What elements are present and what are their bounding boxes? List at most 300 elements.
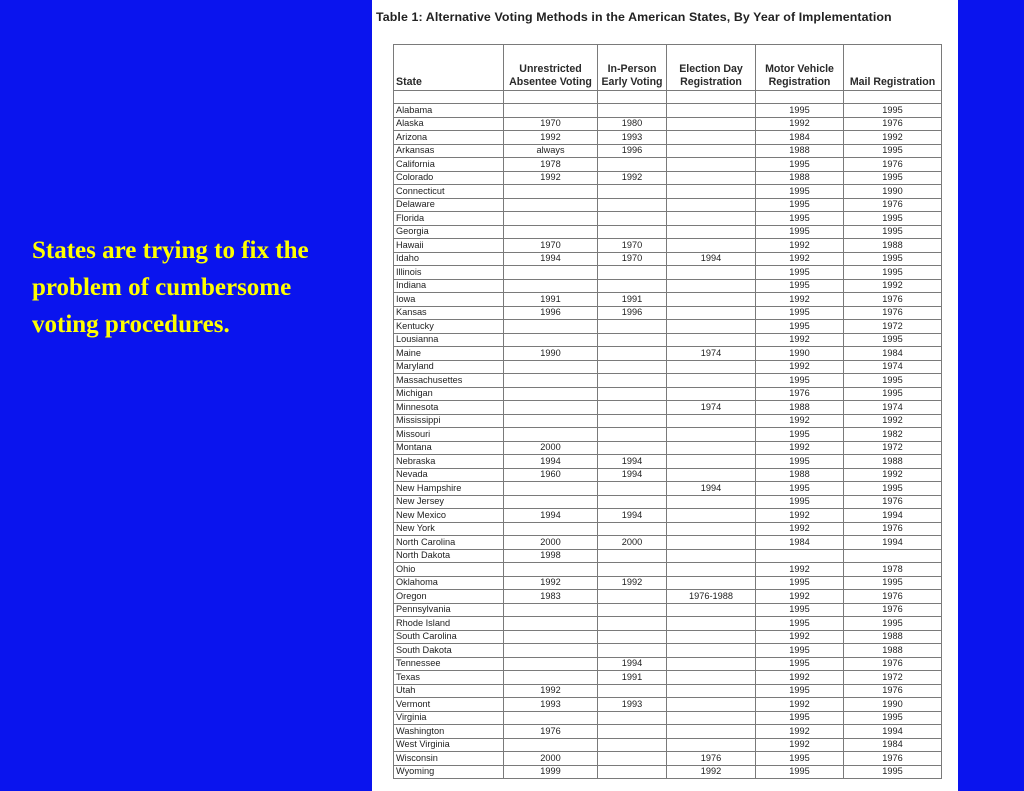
table-row [394,617,942,631]
voting-methods-table [393,44,942,779]
slide-caption: States are trying to fix the problem of cumbersome voting procedures. [32,237,309,338]
state-cell: Nebraska [394,455,504,469]
header-state: State [394,45,504,91]
state-cell: Maine [394,347,504,361]
motor-vehicle-cell: 1995 [756,684,844,698]
motor-vehicle-cell: 1992 [756,563,844,577]
early-voting-cell [598,212,667,226]
table-row [394,455,942,469]
election-day-cell [667,387,756,401]
mail-cell: 1990 [844,698,942,712]
state-cell: Montana [394,441,504,455]
state-cell: California [394,158,504,172]
motor-vehicle-cell: 1992 [756,441,844,455]
table-row [394,482,942,496]
absentee-cell: 2000 [504,536,598,550]
table-row [394,428,942,442]
election-day-cell [667,428,756,442]
state-cell: Connecticut [394,185,504,199]
motor-vehicle-cell: 1992 [756,509,844,523]
early-voting-cell [598,684,667,698]
table-row [394,252,942,266]
absentee-cell [504,387,598,401]
mail-cell: 1995 [844,333,942,347]
early-voting-cell [598,711,667,725]
election-day-cell [667,279,756,293]
election-day-cell [667,711,756,725]
early-voting-cell: 1992 [598,171,667,185]
motor-vehicle-cell: 1990 [756,347,844,361]
mail-cell: 1995 [844,225,942,239]
table-row [394,509,942,523]
early-voting-cell [598,752,667,766]
state-cell: Missouri [394,428,504,442]
state-cell: Georgia [394,225,504,239]
mail-cell: 1974 [844,360,942,374]
state-cell: Hawaii [394,239,504,253]
table-row [394,590,942,604]
absentee-cell [504,495,598,509]
early-voting-cell: 2000 [598,536,667,550]
election-day-cell [667,657,756,671]
state-cell: Oklahoma [394,576,504,590]
motor-vehicle-cell: 1992 [756,252,844,266]
table-row [394,468,942,482]
table-row [394,225,942,239]
state-cell: Alabama [394,104,504,118]
absentee-cell [504,711,598,725]
header-in-person-early-voting: In-Person Early Voting [598,45,667,91]
election-day-cell [667,158,756,172]
state-cell: Rhode Island [394,617,504,631]
table-row [394,198,942,212]
table-row [394,144,942,158]
absentee-cell [504,212,598,226]
mail-cell: 1995 [844,144,942,158]
absentee-cell: 1990 [504,347,598,361]
early-voting-cell [598,441,667,455]
motor-vehicle-cell: 1995 [756,266,844,280]
early-voting-cell [598,225,667,239]
state-cell: Maryland [394,360,504,374]
motor-vehicle-cell: 1995 [756,644,844,658]
header-motor-vehicle-registration: Motor Vehicle Registration [756,45,844,91]
election-day-cell [667,306,756,320]
absentee-cell [504,630,598,644]
early-voting-cell: 1996 [598,144,667,158]
state-cell: South Carolina [394,630,504,644]
absentee-cell [504,266,598,280]
mail-cell: 1976 [844,158,942,172]
state-cell: Wisconsin [394,752,504,766]
mail-cell: 1984 [844,347,942,361]
election-day-cell [667,563,756,577]
absentee-cell [504,374,598,388]
absentee-cell: always [504,144,598,158]
election-day-cell [667,185,756,199]
table-row [394,644,942,658]
state-cell: New York [394,522,504,536]
election-day-cell [667,509,756,523]
motor-vehicle-cell: 1992 [756,239,844,253]
election-day-cell [667,198,756,212]
state-cell: Arkansas [394,144,504,158]
motor-vehicle-cell: 1995 [756,225,844,239]
election-day-cell [667,684,756,698]
absentee-cell [504,401,598,415]
mail-cell: 1972 [844,671,942,685]
election-day-cell: 1974 [667,401,756,415]
motor-vehicle-cell: 1995 [756,306,844,320]
state-cell: Wyoming [394,765,504,779]
mail-cell: 1976 [844,657,942,671]
early-voting-cell: 1996 [598,306,667,320]
motor-vehicle-cell: 1995 [756,765,844,779]
table-row [394,171,942,185]
absentee-cell [504,428,598,442]
motor-vehicle-cell: 1995 [756,279,844,293]
state-cell: New Hampshire [394,482,504,496]
early-voting-cell [598,387,667,401]
early-voting-cell [598,414,667,428]
absentee-cell: 1999 [504,765,598,779]
absentee-cell [504,414,598,428]
absentee-cell: 1992 [504,576,598,590]
mail-cell: 1995 [844,482,942,496]
mail-cell: 1988 [844,644,942,658]
election-day-cell [667,117,756,131]
mail-cell: 1995 [844,171,942,185]
early-voting-cell: 1994 [598,509,667,523]
state-cell: Indiana [394,279,504,293]
early-voting-cell [598,428,667,442]
absentee-cell [504,333,598,347]
mail-cell: 1995 [844,765,942,779]
election-day-cell: 1994 [667,252,756,266]
absentee-cell [504,198,598,212]
table-row [394,374,942,388]
motor-vehicle-cell: 1992 [756,698,844,712]
state-cell: Pennsylvania [394,603,504,617]
motor-vehicle-cell: 1988 [756,171,844,185]
mail-cell: 1988 [844,455,942,469]
motor-vehicle-cell: 1992 [756,414,844,428]
mail-cell: 1972 [844,320,942,334]
table-row [394,698,942,712]
mail-cell: 1992 [844,414,942,428]
state-cell: West Virginia [394,738,504,752]
table-row [394,536,942,550]
early-voting-cell [598,603,667,617]
state-cell: Iowa [394,293,504,307]
election-day-cell: 1992 [667,765,756,779]
mail-cell: 1984 [844,738,942,752]
state-cell: New Jersey [394,495,504,509]
mail-cell: 1995 [844,212,942,226]
absentee-cell: 1970 [504,117,598,131]
mail-cell: 1992 [844,468,942,482]
motor-vehicle-cell: 1992 [756,333,844,347]
absentee-cell: 1994 [504,252,598,266]
absentee-cell: 1983 [504,590,598,604]
absentee-cell: 1992 [504,171,598,185]
table-row [394,441,942,455]
motor-vehicle-cell: 1995 [756,158,844,172]
early-voting-cell [598,765,667,779]
motor-vehicle-cell: 1992 [756,522,844,536]
early-voting-cell: 1992 [598,576,667,590]
state-cell: Michigan [394,387,504,401]
absentee-cell [504,671,598,685]
absentee-cell [504,617,598,631]
motor-vehicle-cell: 1988 [756,468,844,482]
table-row [394,495,942,509]
election-day-cell [667,171,756,185]
mail-cell: 1995 [844,252,942,266]
mail-cell: 1992 [844,279,942,293]
motor-vehicle-cell: 1988 [756,401,844,415]
table-row [394,752,942,766]
absentee-cell [504,563,598,577]
table-row [394,333,942,347]
early-voting-cell [598,549,667,563]
state-cell: North Carolina [394,536,504,550]
table-row [394,117,942,131]
election-day-cell [667,738,756,752]
election-day-cell: 1974 [667,347,756,361]
election-day-cell [667,441,756,455]
early-voting-cell: 1994 [598,468,667,482]
mail-cell: 1976 [844,198,942,212]
mail-cell: 1995 [844,711,942,725]
election-day-cell [667,104,756,118]
motor-vehicle-cell: 1995 [756,576,844,590]
early-voting-cell [598,630,667,644]
election-day-cell [667,644,756,658]
mail-cell: 1994 [844,509,942,523]
early-voting-cell [598,401,667,415]
motor-vehicle-cell: 1984 [756,131,844,145]
absentee-cell [504,185,598,199]
absentee-cell: 1970 [504,239,598,253]
state-cell: North Dakota [394,549,504,563]
mail-cell: 1972 [844,441,942,455]
table-row [394,711,942,725]
early-voting-cell: 1991 [598,293,667,307]
table-row [394,657,942,671]
state-cell: Virginia [394,711,504,725]
motor-vehicle-cell: 1995 [756,185,844,199]
state-cell: Delaware [394,198,504,212]
motor-vehicle-cell [756,549,844,563]
election-day-cell [667,266,756,280]
table-row [394,266,942,280]
mail-cell: 1995 [844,266,942,280]
table-row [394,576,942,590]
mail-cell: 1995 [844,617,942,631]
state-cell: Illinois [394,266,504,280]
absentee-cell [504,104,598,118]
motor-vehicle-cell: 1992 [756,671,844,685]
absentee-cell: 1978 [504,158,598,172]
early-voting-cell [598,198,667,212]
mail-cell: 1988 [844,239,942,253]
early-voting-cell: 1991 [598,671,667,685]
mail-cell: 1976 [844,117,942,131]
absentee-cell: 2000 [504,752,598,766]
table-row [394,387,942,401]
scanned-table-page [372,0,958,791]
motor-vehicle-cell: 1995 [756,428,844,442]
early-voting-cell [598,738,667,752]
table-row [394,360,942,374]
early-voting-cell [598,360,667,374]
mail-cell: 1990 [844,185,942,199]
mail-cell: 1974 [844,401,942,415]
state-cell: Nevada [394,468,504,482]
mail-cell: 1994 [844,725,942,739]
election-day-cell [667,536,756,550]
election-day-cell [667,131,756,145]
mail-cell: 1976 [844,293,942,307]
mail-cell: 1978 [844,563,942,577]
absentee-cell: 1994 [504,455,598,469]
header-unrestricted-absentee-voting: Unrestricted Absentee Voting [504,45,598,91]
table-row [394,347,942,361]
election-day-cell [667,725,756,739]
table-row [394,414,942,428]
table-row [394,522,942,536]
early-voting-cell [598,482,667,496]
motor-vehicle-cell: 1995 [756,657,844,671]
early-voting-cell [598,725,667,739]
election-day-cell [667,549,756,563]
table-row [394,131,942,145]
early-voting-cell [598,563,667,577]
header-mail-registration: Mail Registration [844,45,942,91]
state-cell: Lousianna [394,333,504,347]
election-day-cell [667,144,756,158]
mail-cell: 1976 [844,522,942,536]
absentee-cell [504,522,598,536]
motor-vehicle-cell: 1995 [756,617,844,631]
election-day-cell [667,225,756,239]
absentee-cell: 1994 [504,509,598,523]
table-row [394,104,942,118]
state-cell: Minnesota [394,401,504,415]
motor-vehicle-cell: 1988 [756,144,844,158]
table-row [394,549,942,563]
state-cell: Kansas [394,306,504,320]
motor-vehicle-cell: 1992 [756,738,844,752]
state-cell: Ohio [394,563,504,577]
motor-vehicle-cell: 1992 [756,725,844,739]
election-day-cell [667,617,756,631]
election-day-cell: 1994 [667,482,756,496]
early-voting-cell [598,374,667,388]
absentee-cell: 1992 [504,131,598,145]
mail-cell: 1994 [844,536,942,550]
election-day-cell [667,333,756,347]
early-voting-cell [598,158,667,172]
motor-vehicle-cell: 1995 [756,320,844,334]
motor-vehicle-cell: 1995 [756,482,844,496]
state-cell: Mississippi [394,414,504,428]
election-day-cell [667,374,756,388]
motor-vehicle-cell: 1995 [756,104,844,118]
election-day-cell [667,212,756,226]
table-row [394,212,942,226]
early-voting-cell [598,279,667,293]
absentee-cell [504,603,598,617]
mail-cell: 1992 [844,131,942,145]
state-cell: Florida [394,212,504,226]
absentee-cell: 1991 [504,293,598,307]
state-cell: South Dakota [394,644,504,658]
state-cell: Massachusettes [394,374,504,388]
header-election-day-registration: Election Day Registration [667,45,756,91]
table-row [394,684,942,698]
motor-vehicle-cell: 1992 [756,630,844,644]
election-day-cell [667,495,756,509]
election-day-cell [667,630,756,644]
election-day-cell: 1976-1988 [667,590,756,604]
absentee-cell: 1992 [504,684,598,698]
table-row [394,671,942,685]
early-voting-cell [598,522,667,536]
early-voting-cell [598,266,667,280]
mail-cell: 1988 [844,630,942,644]
election-day-cell [667,671,756,685]
state-cell: Arizona [394,131,504,145]
early-voting-cell [598,644,667,658]
state-cell: New Mexico [394,509,504,523]
absentee-cell [504,279,598,293]
early-voting-cell: 1993 [598,698,667,712]
motor-vehicle-cell: 1995 [756,374,844,388]
table-row [394,563,942,577]
absentee-cell: 2000 [504,441,598,455]
mail-cell: 1976 [844,306,942,320]
election-day-cell: 1976 [667,752,756,766]
election-day-cell [667,360,756,374]
motor-vehicle-cell: 1995 [756,455,844,469]
motor-vehicle-cell: 1992 [756,293,844,307]
table-row [394,320,942,334]
state-cell: Idaho [394,252,504,266]
mail-cell: 1976 [844,752,942,766]
absentee-cell [504,738,598,752]
table-row [394,185,942,199]
table-spacer-row [394,91,942,104]
election-day-cell [667,603,756,617]
motor-vehicle-cell: 1976 [756,387,844,401]
election-day-cell [667,320,756,334]
table-row [394,158,942,172]
election-day-cell [667,576,756,590]
absentee-cell [504,225,598,239]
motor-vehicle-cell: 1995 [756,603,844,617]
state-cell: Vermont [394,698,504,712]
table-row [394,293,942,307]
table-row [394,401,942,415]
state-cell: Tennessee [394,657,504,671]
motor-vehicle-cell: 1995 [756,495,844,509]
early-voting-cell: 1970 [598,239,667,253]
table-row [394,725,942,739]
mail-cell: 1995 [844,387,942,401]
election-day-cell [667,455,756,469]
